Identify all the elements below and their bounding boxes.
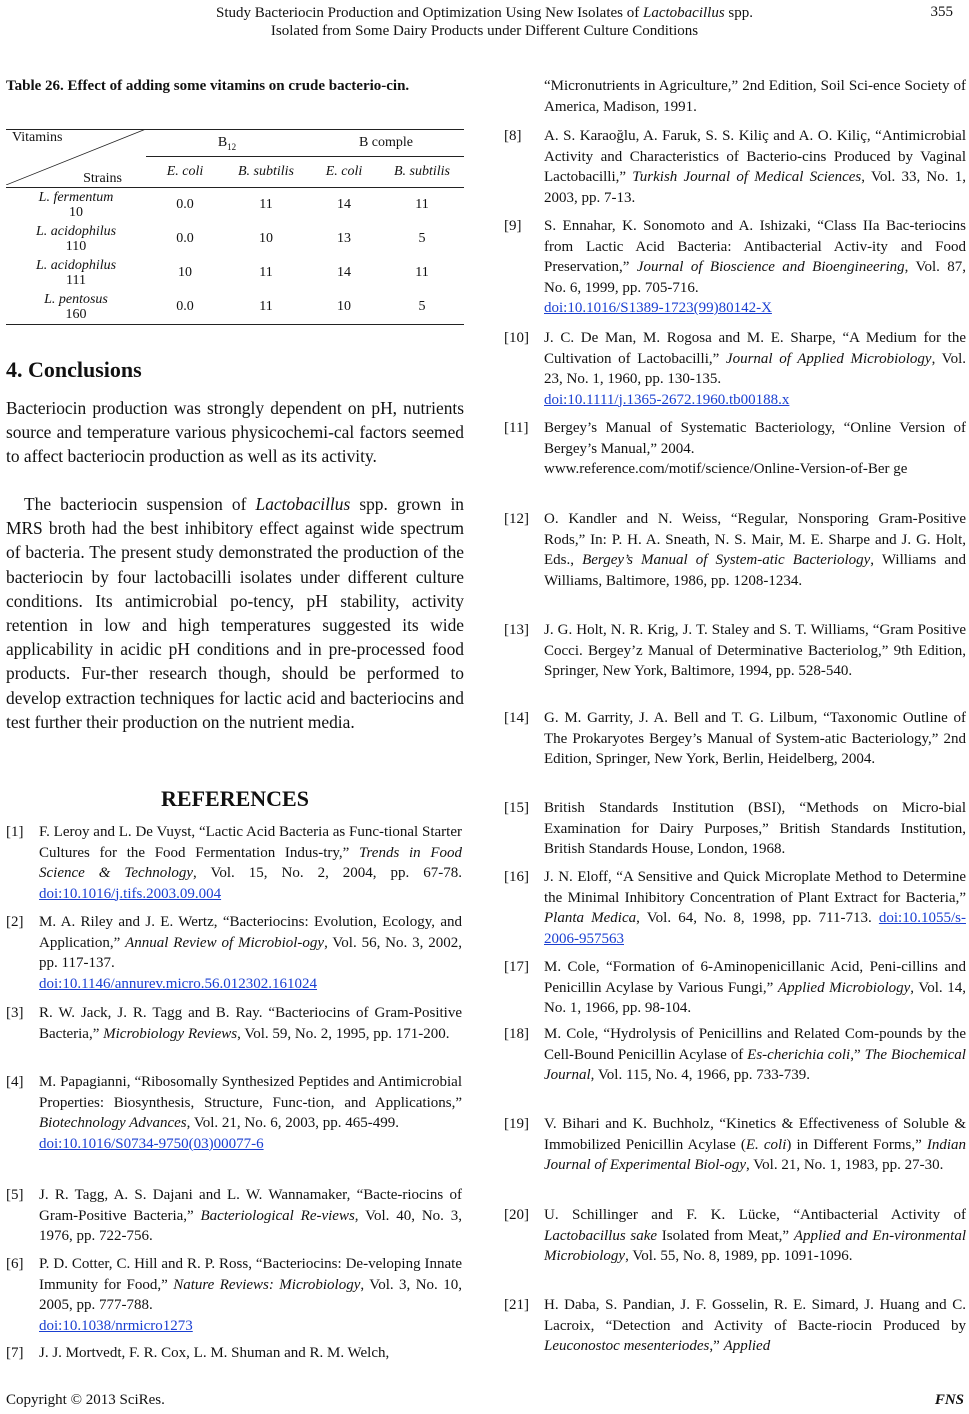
conclusions-paragraph-2: The bacteriocin suspension of Lactobacillus spp. grown in MRS broth had the best inhibitory effect against wide spectrum of bacteria. The present study demonstrated the production of the bacteriocin by four lactobacilli isolates under different culture conditions. Its antimicrobial po-tency, pH stability, activity retention in low and high temperatures suggested its wide applicability in acidic pH conditions and in pre-processed food products. Fur-ther research though, should be performed to develop extraction techniques for lactic acid and bacteriocins and test further their production on the nutrient media. [6,494,465,732]
strain-cell: L. fermentum 10 [38,190,114,220]
running-title-line1: Study Bacteriocin Production and Optimization Using New Isolates of Lactobacillus spp. [215,5,754,21]
table-row [6,188,464,223]
page-number: 355 [930,4,953,20]
group-header-b12: $B_{12}$ [146,130,308,157]
doi-link[interactable]: doi:10.1055/s-2006-957563 [544,910,966,947]
value-cell: 13 [337,231,351,246]
running-title-line2: Isolated from Some Dairy Products under Different Culture Conditions [270,23,699,39]
value-cell: 10 [178,265,192,280]
doi-link[interactable]: doi:10.1111/j.1365-2672.1960.tb00188.x [544,391,790,408]
value-cell: 0.0 [176,231,194,246]
strain-cell: L. acidophilus 111 [35,258,117,288]
corner-header-strains: Strains [83,171,122,186]
value-cell: 11 [259,265,273,280]
value-cell: 11 [259,197,273,212]
value-cell: 0.0 [176,197,194,212]
doi-link[interactable]: doi:10.1016/S1389-1723(99)80142-X [544,300,772,316]
value-cell: 11 [224,290,308,325]
table-caption: Table 26. Effect of adding some vitamins on crude bacterio-cin. [6,78,410,94]
value-cell: 5 [418,231,426,246]
conclusions-paragraph-1: Bacteriocin production was strongly dependent on pH, nutrients source and temperature various physicochemi-cal factors seemed to affect bacteriocin production as well as its activity. [6,398,464,467]
references-heading: REFERENCES [161,786,309,811]
value-cell: 11 [415,265,429,280]
value-cell: 10 [308,290,380,325]
table-row [6,222,464,256]
table-row [6,256,464,290]
value-cell: 14 [337,265,351,280]
doi-link[interactable]: doi:10.1016/S0734-9750(03)00077-6 [39,1135,264,1152]
page-footer [6,1392,964,1409]
doi-link[interactable]: doi:10.1146/annurev.micro.56.012302.161024 [39,975,318,992]
doi-link[interactable]: doi:10.1016/j.tifs.2003.09.004 [39,885,222,902]
vitamins-table [6,129,464,325]
table-row [6,290,464,325]
value-cell: 11 [415,197,429,212]
subheader-ecoli: E. coli [166,164,204,179]
subheader-ecoli: E. coli [325,164,363,179]
subheader-bsubtilis: B. subtilis [393,164,450,179]
copyright-notice: Copyright © 2013 SciRes. [6,1392,165,1408]
journal-abbreviation: FNS [934,1392,964,1408]
value-cell: 0.0 [146,290,224,325]
value-cell: 5 [380,290,464,325]
value-cell: 14 [337,197,351,212]
doi-link[interactable]: doi:10.1038/nrmicro1273 [39,1317,193,1334]
strain-cell: L. pentosus 160 [6,290,146,325]
corner-header-vitamins: Vitamins [6,130,146,157]
group-header-b-complex: B comple [308,130,464,157]
subheader-bsubtilis: B. subtilis [237,164,294,179]
value-cell: 10 [259,231,273,246]
strain-cell: L. acidophilus 110 [35,224,117,254]
section-heading-conclusions: 4. Conclusions [6,357,142,382]
